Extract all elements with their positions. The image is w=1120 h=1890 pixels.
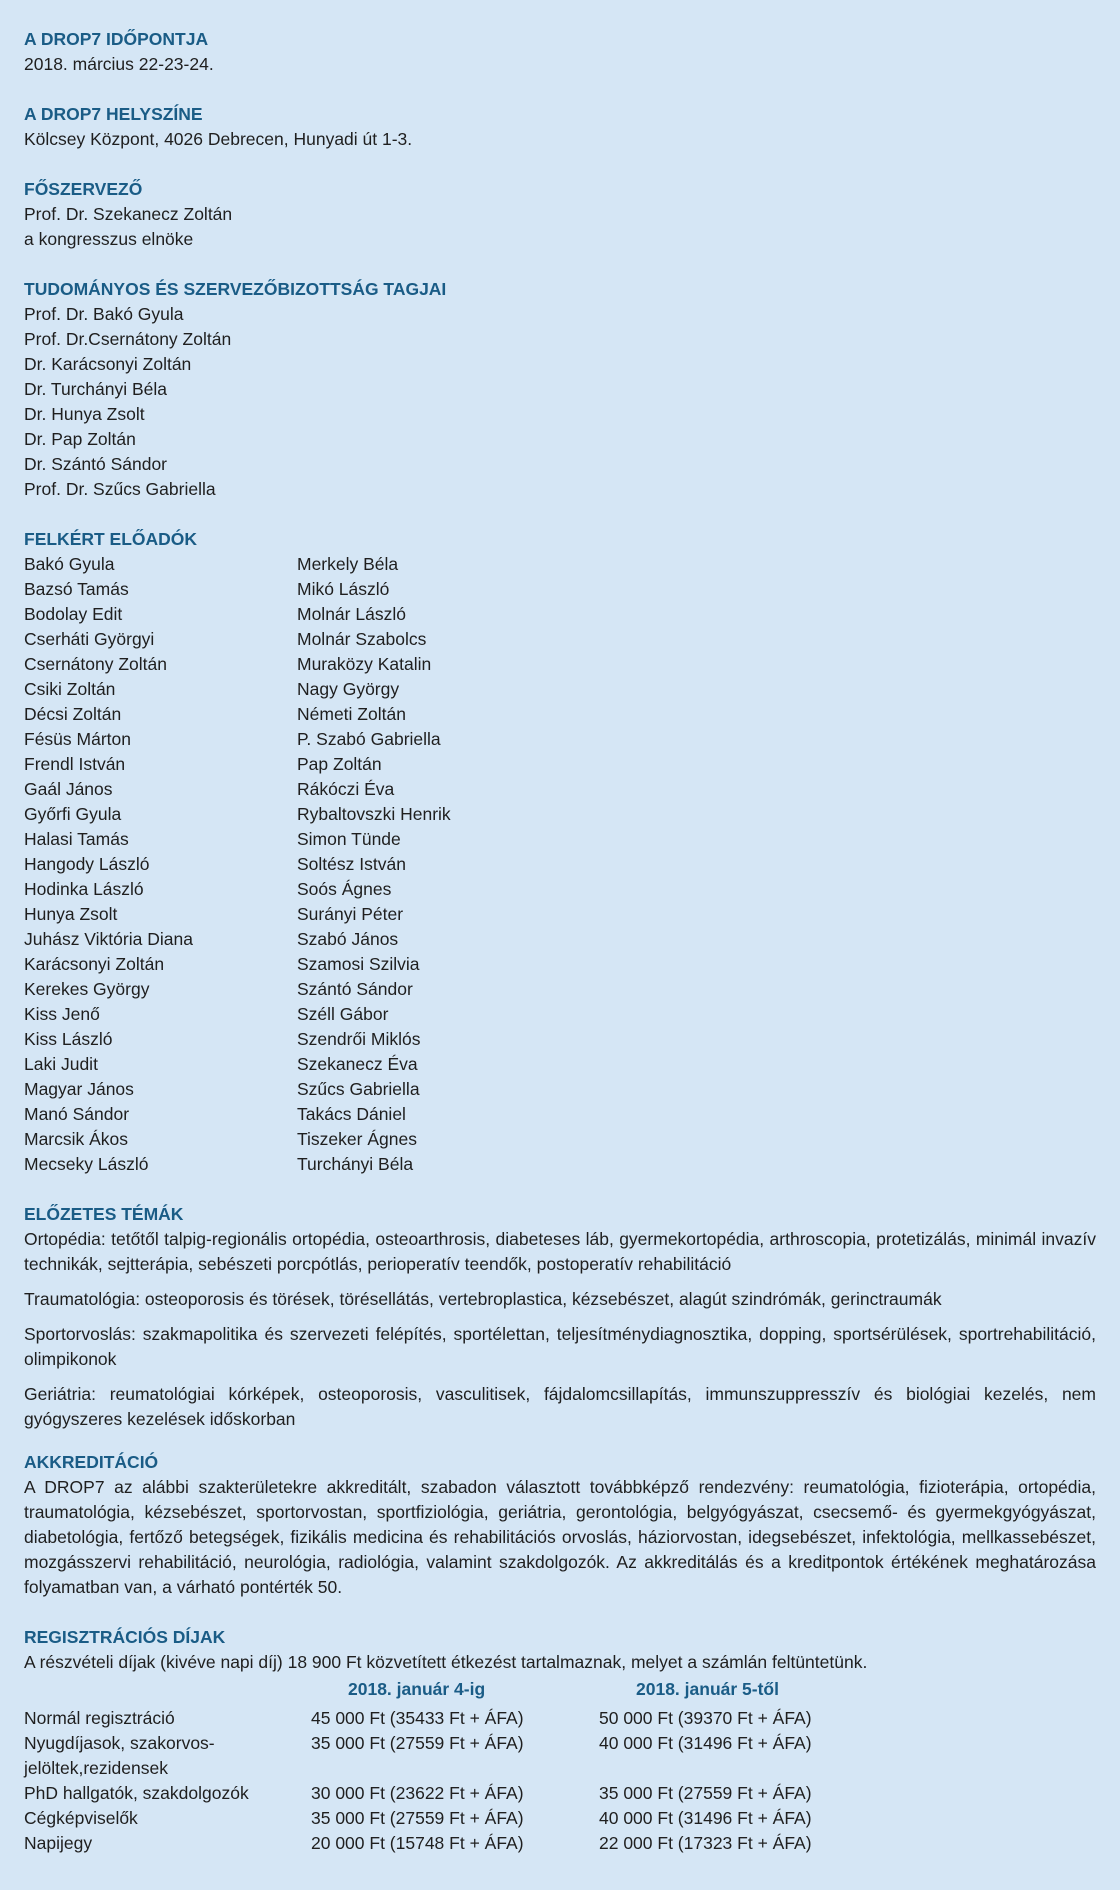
fee-category: Normál regisztráció (24, 1708, 175, 1728)
fees-header-early: 2018. január 4-ig (348, 1679, 486, 1699)
fee-row-retired (24, 1731, 1096, 1781)
fees-heading: REGISZTRÁCIÓS DÍJAK (24, 1627, 226, 1647)
fee-category-line2: jelöltek,rezidensek (24, 1758, 168, 1778)
speaker-name: Kiss Jenő (24, 1004, 100, 1024)
speaker-name: Kiss László (24, 1029, 113, 1049)
speaker-name: Szántó Sándor (297, 979, 413, 999)
speaker-name: Karácsonyi Zoltán (24, 954, 165, 974)
speaker-name: Kerekes György (24, 979, 150, 999)
speaker-name: Bazsó Tamás (24, 579, 129, 599)
speaker-name: Rybaltovszki Henrik (297, 804, 451, 824)
speakers-heading: FELKÉRT ELŐADÓK (24, 529, 198, 549)
fee-late: 40 000 Ft (31496 Ft + ÁFA) (599, 1733, 812, 1753)
speaker-name: P. Szabó Gabriella (297, 729, 441, 749)
speaker-name: Juhász Viktória Diana (24, 929, 193, 949)
topics-heading: ELŐZETES TÉMÁK (24, 1204, 184, 1224)
speaker-name: Merkely Béla (297, 554, 399, 574)
speaker-name: Soós Ágnes (297, 879, 392, 899)
date-heading: A DROP7 IDŐPONTJA (24, 29, 209, 49)
speakers-section (24, 527, 1096, 1177)
committee-member: Prof. Dr. Szűcs Gabriella (24, 479, 216, 499)
speaker-name: Németi Zoltán (297, 704, 406, 724)
topic-sports-medicine: Sportorvoslás: szakmapolitika és szervezeti felépítés, sportélettan, teljesítménydiagnosztika, dopping, sportsérülések, sportrehabilitáció, olimpikonok (24, 1324, 1096, 1369)
fee-category (24, 1731, 311, 1781)
accreditation-text: A DROP7 az alábbi szakterületekre akkreditált, szabadon választott továbbképző rendezvény: reumatológia, fizioterápia, ortopédia, traumatológia, kézsebészet, sportorvostan, sportfiziológia, geriátria, gerontológia, belgyógyászat, csecsemő- és gyermekgyógyászat, diabetológia, fertőző betegségek, fizikális medicina és rehabilitációs orvoslás, háziorvostan, idegsebészet, infektológia, mellkassebészet, mozgásszervi rehabilitáció, neurológia, radiológia, valamint szakdolgozók. Az akkreditálás és a kreditpontok értékének meghatározása folyamatban van, a várható pontérték 50. (24, 1477, 1096, 1597)
fee-early: 45 000 Ft (35433 Ft + ÁFA) (311, 1708, 524, 1728)
fee-late: 40 000 Ft (31496 Ft + ÁFA) (599, 1808, 812, 1828)
speaker-name: Manó Sándor (24, 1104, 130, 1124)
committee-member: Prof. Dr.Csernátony Zoltán (24, 329, 232, 349)
speaker-name: Marcsik Ákos (24, 1129, 129, 1149)
speaker-name: Décsi Zoltán (24, 704, 122, 724)
fees-intro: A részvételi díjak (kivéve napi díj) 18 900 Ft közvetített étkezést tartalmaznak, melyet a számlán feltüntetünk. (24, 1652, 868, 1672)
speaker-name: Frendl István (24, 754, 126, 774)
speaker-name: Rákóczi Éva (297, 779, 395, 799)
speaker-name: Takács Dániel (297, 1104, 406, 1124)
organizer-name: Prof. Dr. Szekanecz Zoltán (24, 204, 233, 224)
fee-row-daily (24, 1831, 1096, 1856)
fees-table-header (24, 1677, 1096, 1702)
committee-member: Dr. Karácsonyi Zoltán (24, 354, 192, 374)
speaker-name: Csernátony Zoltán (24, 654, 167, 674)
fee-category: Cégképviselők (24, 1808, 138, 1828)
speaker-name: Tiszeker Ágnes (297, 1129, 417, 1149)
fee-late: 50 000 Ft (39370 Ft + ÁFA) (599, 1708, 812, 1728)
fees-header-late: 2018. január 5-től (636, 1679, 779, 1699)
topic-traumatology: Traumatológia: osteoporosis és törések, törésellátás, vertebroplastica, kézsebészet, alagút szindrómák, gerinctraumák (24, 1289, 942, 1309)
speaker-name: Molnár László (297, 604, 406, 624)
speaker-name: Bodolay Edit (24, 604, 123, 624)
committee-section (24, 277, 1096, 502)
speaker-name: Nagy György (297, 679, 400, 699)
venue-section (24, 102, 1096, 152)
fee-early: 35 000 Ft (27559 Ft + ÁFA) (311, 1733, 524, 1753)
speaker-name: Hodinka László (24, 879, 144, 899)
fee-late: 35 000 Ft (27559 Ft + ÁFA) (599, 1783, 812, 1803)
speaker-name: Gaál János (24, 779, 113, 799)
topic-geriatrics: Geriátria: reumatológiai kórképek, osteoporosis, vasculitisek, fájdalomcsillapítás, immunszuppresszív és biológiai kezelés, nem gyógyszeres kezelések időskorban (24, 1384, 1096, 1429)
accreditation-heading: AKKREDITÁCIÓ (24, 1452, 159, 1472)
fee-category-line1: Nyugdíjasok, szakorvos- (24, 1733, 215, 1753)
speaker-name: Turchányi Béla (297, 1154, 414, 1174)
fee-row-company (24, 1806, 1096, 1831)
organizer-role: a kongresszus elnöke (24, 229, 194, 249)
fee-late: 22 000 Ft (17323 Ft + ÁFA) (599, 1833, 812, 1853)
committee-list (24, 302, 1096, 502)
speaker-name: Hunya Zsolt (24, 904, 118, 924)
committee-member: Prof. Dr. Bakó Gyula (24, 304, 184, 324)
speaker-name: Hangody László (24, 854, 150, 874)
fee-early: 30 000 Ft (23622 Ft + ÁFA) (311, 1783, 524, 1803)
speaker-name: Molnár Szabolcs (297, 629, 427, 649)
speaker-name: Szamosi Szilvia (297, 954, 420, 974)
speaker-name: Laki Judit (24, 1054, 98, 1074)
accreditation-section (24, 1450, 1096, 1600)
speaker-name: Széll Gábor (297, 1004, 389, 1024)
speaker-name: Surányi Péter (297, 904, 404, 924)
speaker-name: Magyar János (24, 1079, 134, 1099)
speaker-name: Muraközy Katalin (297, 654, 432, 674)
organizer-section (24, 177, 1096, 252)
fee-row-phd (24, 1781, 1096, 1806)
venue-text: Kölcsey Központ, 4026 Debrecen, Hunyadi út 1-3. (24, 129, 413, 149)
speaker-name: Bakó Gyula (24, 554, 115, 574)
speaker-name: Pap Zoltán (297, 754, 382, 774)
fees-header-spacer (24, 1677, 311, 1702)
committee-member: Dr. Pap Zoltán (24, 429, 136, 449)
venue-heading: A DROP7 HELYSZÍNE (24, 104, 203, 124)
fees-section (24, 1625, 1096, 1856)
committee-member: Dr. Turchányi Béla (24, 379, 167, 399)
speaker-name: Halasi Tamás (24, 829, 129, 849)
speaker-name: Fésüs Márton (24, 729, 131, 749)
speaker-name: Szekanecz Éva (297, 1054, 418, 1074)
speaker-name: Cserháti Györgyi (24, 629, 155, 649)
speaker-name: Szabó János (297, 929, 399, 949)
fee-row-normal (24, 1706, 1096, 1731)
speakers-right-column (297, 552, 597, 1177)
speaker-name: Simon Tünde (297, 829, 401, 849)
speaker-name: Szendrői Miklós (297, 1029, 421, 1049)
organizer-heading: FŐSZERVEZŐ (24, 179, 143, 199)
fee-early: 20 000 Ft (15748 Ft + ÁFA) (311, 1833, 524, 1853)
speaker-name: Soltész István (297, 854, 406, 874)
speakers-left-column (24, 552, 297, 1177)
fee-category: Napijegy (24, 1833, 93, 1853)
speaker-name: Mecseky László (24, 1154, 149, 1174)
speaker-name: Győrfi Gyula (24, 804, 122, 824)
topic-orthopedics: Ortopédia: tetőtől talpig-regionális ortopédia, osteoarthrosis, diabeteses láb, gyermekortopédia, arthroscopia, protetizálás, minimál invazív technikák, sejtterápia, sebészeti porcpótlás, perioperatív teendők, postoperatív rehabilitáció (24, 1229, 1096, 1274)
date-text: 2018. március 22-23-24. (24, 54, 214, 74)
fee-category: PhD hallgatók, szakdolgozók (24, 1783, 249, 1803)
speaker-name: Szűcs Gabriella (297, 1079, 420, 1099)
committee-member: Dr. Szántó Sándor (24, 454, 167, 474)
date-section (24, 27, 1096, 77)
committee-heading: TUDOMÁNYOS ÉS SZERVEZŐBIZOTTSÁG TAGJAI (24, 279, 447, 299)
topics-section (24, 1202, 1096, 1432)
speaker-name: Csiki Zoltán (24, 679, 116, 699)
committee-member: Dr. Hunya Zsolt (24, 404, 145, 424)
speaker-name: Mikó László (297, 579, 390, 599)
speakers-columns (24, 552, 1096, 1177)
fee-early: 35 000 Ft (27559 Ft + ÁFA) (311, 1808, 524, 1828)
